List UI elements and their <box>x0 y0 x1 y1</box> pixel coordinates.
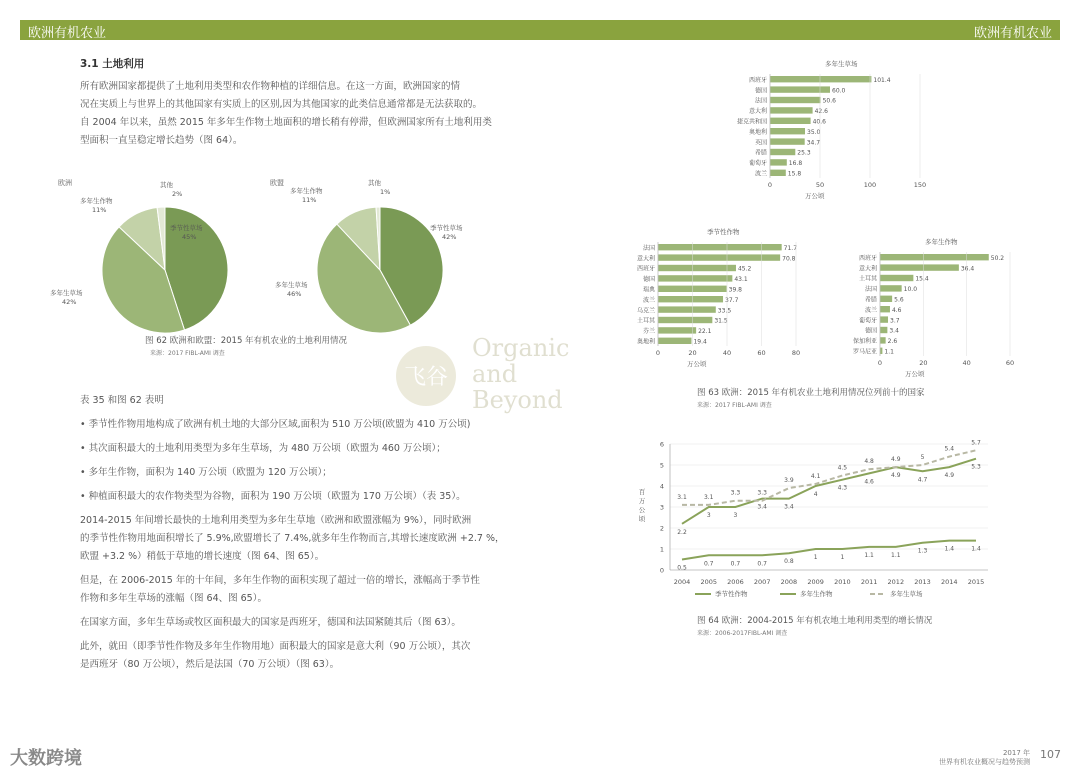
bar-category-label: 西班牙 <box>636 265 655 273</box>
fig63-source: 来源：2017 FIBL-AMI 调查 <box>697 402 772 409</box>
bar-tick-label: 60 <box>1005 359 1015 367</box>
pie-slice-pct: 42% <box>442 233 457 241</box>
bar-tick-label: 0 <box>767 181 773 189</box>
line-series <box>682 459 976 524</box>
bar-category-label: 奥地利 <box>748 128 767 136</box>
pie-slice-pct: 11% <box>92 206 107 214</box>
intro-line: 所有欧洲国家都提供了土地利用类型和农作物种植的详细信息。在这一方面，欧洲国家的情 <box>80 81 461 92</box>
line-data-label: 0.7 <box>703 560 714 568</box>
line-data-label: 1.4 <box>971 545 981 553</box>
bar <box>770 138 805 144</box>
header-right-title: 欧洲有机农业 <box>973 26 1052 41</box>
bar-value-label: 1.1 <box>884 348 894 356</box>
pie-slice-label: 季节性草场 <box>430 224 463 232</box>
bar-category-label: 土耳其 <box>858 275 877 283</box>
line-data-label: 5.4 <box>944 445 955 453</box>
bar <box>770 86 830 92</box>
bar-category-label: 德国 <box>642 276 655 284</box>
line-x-tick: 2007 <box>753 578 771 586</box>
bar <box>880 296 892 302</box>
bar-category-label: 法国 <box>754 97 767 105</box>
bar-category-label: 罗马尼亚 <box>852 348 877 356</box>
line-data-label: 2.2 <box>677 528 687 536</box>
bar-value-label: 70.8 <box>782 255 796 263</box>
bar-category-label: 德国 <box>754 87 767 95</box>
line-x-tick: 2009 <box>807 578 824 586</box>
bar <box>770 97 821 103</box>
line-data-label: 0.7 <box>757 560 767 568</box>
line-x-tick: 2004 <box>673 578 691 586</box>
line-data-label: 5.3 <box>971 463 981 471</box>
bar-tick-label: 0 <box>655 349 661 357</box>
line-data-label: 3.4 <box>757 503 767 511</box>
bar-category-label: 保加利亚 <box>852 338 877 346</box>
bar-category-label: 波兰 <box>754 170 767 178</box>
bar <box>658 275 732 281</box>
bar-category-label: 土耳其 <box>636 317 655 325</box>
bullet-item: • 种植面积最大的农作物类型为谷物，面积为 190 万公顷（欧盟为 170 万公顷）（表 35）。 <box>80 491 466 502</box>
line-data-label: 0.7 <box>730 560 741 568</box>
notes-title: 表 35 和图 62 表明 <box>80 395 164 406</box>
bar-tick-label: 20 <box>688 349 697 357</box>
bar-chart-title: 季节性作物 <box>707 228 740 236</box>
line-data-label: 4.9 <box>944 472 955 480</box>
pie-slice-label: 季节性草场 <box>170 224 203 232</box>
line-y-tick: 6 <box>659 440 664 449</box>
pie-title: 欧洲 <box>58 179 72 187</box>
header-left-title: 欧洲有机农业 <box>28 26 107 41</box>
line-data-label: 3 <box>733 512 738 519</box>
bar-value-label: 22.1 <box>698 328 712 336</box>
line-x-tick: 2006 <box>727 578 744 586</box>
pie-slice-label: 多年生作物 <box>80 197 113 205</box>
bar-category-label: 法国 <box>642 244 655 252</box>
bar-chart-title: 多年生作物 <box>925 238 958 246</box>
line-y-tick: 1 <box>659 545 664 554</box>
line-series <box>682 450 976 505</box>
line-data-label: 1.1 <box>864 551 874 559</box>
bar-value-label: 40.6 <box>812 118 826 126</box>
bar-category-label: 英国 <box>754 139 767 147</box>
bar-axis-label: 万公顷 <box>687 360 707 368</box>
brand-watermark: 大数跨境 <box>10 748 82 769</box>
bar <box>658 296 723 302</box>
bar <box>658 244 782 250</box>
bar-tick-label: 100 <box>863 181 877 189</box>
bar-tick-label: 20 <box>919 359 928 367</box>
line-data-label: 1.1 <box>891 551 901 559</box>
pie-slice-label: 多年生草场 <box>50 289 83 297</box>
line-data-label: 0.8 <box>784 558 794 566</box>
line-y-axis-label-char: 公 <box>638 506 646 514</box>
header-bar <box>20 20 1060 40</box>
line-y-tick: 0 <box>659 566 664 575</box>
bar-category-label: 葡萄牙 <box>748 160 767 168</box>
line-data-label: 4.9 <box>891 456 901 464</box>
line-data-label: 1.3 <box>917 547 928 555</box>
line-data-label: 3 <box>706 512 711 519</box>
bullet-item: • 季节性作物用地构成了欧洲有机土地的大部分区域,面积为 510 万公顷(欧盟为 410 万公顷) <box>80 419 471 430</box>
line-x-tick: 2012 <box>887 578 905 586</box>
bar-category-label: 瑞典 <box>642 286 655 294</box>
bar-category-label: 奥地利 <box>636 338 655 346</box>
bar-tick-label: 80 <box>791 349 801 357</box>
bar-category-label: 意大利 <box>858 265 877 273</box>
bar-value-label: 31.5 <box>714 317 728 325</box>
bar-value-label: 25.3 <box>797 149 811 157</box>
line-series <box>682 541 976 560</box>
bar-value-label: 16.8 <box>788 160 803 168</box>
legend-label: 多年生作物 <box>800 590 833 598</box>
bar-value-label: 2.6 <box>887 338 898 346</box>
bar <box>770 149 795 155</box>
bar <box>658 254 780 260</box>
bar-value-label: 60.0 <box>832 87 846 95</box>
bullet-item: • 多年生作物，面积为 140 万公顷（欧盟为 120 万公顷）； <box>80 467 332 478</box>
bar-chart-seasonal-crops <box>608 224 828 374</box>
fig64-caption: 图 64 欧洲：2004-2015 年有机农地土地利用类型的增长情况 <box>697 616 933 626</box>
bar <box>770 107 813 113</box>
bar-axis-label: 万公顷 <box>905 370 925 378</box>
pie-slice-pct: 42% <box>62 298 77 306</box>
line-data-label: 4.8 <box>864 458 874 466</box>
bar-value-label: 3.4 <box>889 327 899 335</box>
bar-value-label: 45.2 <box>737 265 752 273</box>
pie-slice-label: 其他 <box>160 181 173 189</box>
bar-category-label: 德国 <box>864 327 877 335</box>
bar <box>880 285 902 291</box>
bar-value-label: 37.7 <box>725 296 739 304</box>
line-x-tick: 2010 <box>834 578 851 586</box>
bar-value-label: 71.7 <box>783 244 798 252</box>
bar-value-label: 42.6 <box>814 108 828 116</box>
line-data-label: 4.9 <box>891 472 901 480</box>
bar-tick-label: 60 <box>757 349 766 357</box>
intro-line: 型面积一直呈稳定增长趋势（图 64）。 <box>80 135 243 146</box>
line-data-label: 3.4 <box>784 503 794 511</box>
fig62-source: 来源：2017 FIBL-AMI 调查 <box>150 350 225 357</box>
bar-value-label: 33.5 <box>717 307 732 315</box>
body-line: 欧盟 +3.2 %）稍低于草地的增长速度（图 64、图 65）。 <box>80 551 325 562</box>
bar-category-label: 西班牙 <box>748 76 767 84</box>
line-data-label: 4.6 <box>864 478 874 486</box>
line-data-label: 3.3 <box>730 489 741 497</box>
bar-value-label: 35.0 <box>807 128 821 136</box>
body-line: 此外，就田（即季节性作物及多年生作物用地）面积最大的国家是意大利（90 万公顷），其次 <box>80 641 471 652</box>
body-line: 2014-2015 年间增长最快的土地利用类型为多年生草地（欧洲和欧盟涨幅为 9%），同时欧洲 <box>80 515 472 526</box>
bar <box>658 265 736 271</box>
body-line: 但是，在 2006-2015 年的十年间，多年生作物的面积实现了超过一倍的增长，涨幅高于季节性 <box>80 575 480 586</box>
pie-slice-pct: 11% <box>302 196 317 204</box>
bar <box>770 170 786 176</box>
line-y-tick: 3 <box>659 503 664 512</box>
bar-category-label: 希腊 <box>864 296 877 304</box>
bar-category-label: 芬兰 <box>642 328 655 336</box>
bar-value-label: 10.0 <box>903 286 918 294</box>
bar-value-label: 19.4 <box>693 338 707 346</box>
watermark-line2: and <box>472 360 518 388</box>
fig62-caption: 图 62 欧洲和欧盟：2015 年有机农业的土地利用情况 <box>145 336 348 346</box>
bar-category-label: 波兰 <box>864 306 877 314</box>
bar-tick-label: 40 <box>962 359 971 367</box>
bar-value-label: 3.7 <box>890 317 900 325</box>
intro-line: 况在実质上与世界上的其他国家有实质上的区别,因为其他国家的此类信息通常都是无法获取的。 <box>80 99 483 110</box>
bar-category-label: 意大利 <box>748 108 767 116</box>
bar-value-label: 34.7 <box>806 139 821 147</box>
watermark-line1: Organic <box>472 334 570 362</box>
line-data-label: 5.7 <box>971 439 981 447</box>
line-data-label: 4.3 <box>837 484 848 492</box>
bar-value-label: 43.1 <box>734 276 748 284</box>
line-data-label: 1 <box>840 554 845 561</box>
bar-value-label: 50.6 <box>822 97 836 105</box>
bar <box>770 118 811 124</box>
watermark-line3: Beyond <box>472 386 563 414</box>
bar <box>770 76 871 82</box>
legend-label: 多年生草场 <box>890 590 923 598</box>
line-data-label: 4 <box>813 491 818 498</box>
line-x-tick: 2014 <box>940 578 958 586</box>
line-y-axis-label-char: 万 <box>638 497 646 505</box>
bar-tick-label: 40 <box>722 349 732 357</box>
line-x-tick: 2005 <box>700 578 718 586</box>
bar <box>880 316 888 322</box>
footer-book-title: 世界有机农业概况与趋势预测 <box>939 758 1030 766</box>
line-data-label: 3.1 <box>677 493 687 501</box>
body-line: 在国家方面，多年生草场或牧区面积最大的国家是西班牙，德国和法国紧随其后（图 63）。 <box>80 617 461 628</box>
body-line: 作物和多年生草场的涨幅（图 64、图 65）。 <box>80 593 267 604</box>
bar <box>658 306 716 312</box>
bar-category-label: 葡萄牙 <box>858 317 877 325</box>
seal-logo <box>392 336 462 416</box>
bar-category-label: 法国 <box>864 286 877 294</box>
bar <box>880 337 886 343</box>
bar-value-label: 50.2 <box>990 254 1005 262</box>
section-title: 3.1 土地利用 <box>80 58 145 70</box>
bar <box>658 338 691 344</box>
bar-tick-label: 50 <box>815 181 825 189</box>
bar-tick-label: 0 <box>877 359 883 367</box>
body-line: 的季节性作物用地面积增长了 5.9%,欧盟增长了 7.4%,就多年生作物而言,其增长速度欧洲 +2.7 %， <box>80 533 505 544</box>
bar <box>880 348 882 354</box>
line-data-label: 4.5 <box>837 464 848 472</box>
bar-value-label: 36.4 <box>960 265 975 273</box>
pie-slice-pct: 45% <box>182 233 197 241</box>
body-line: 是西班牙（80 万公顷），然后是法国（70 万公顷）（图 63）。 <box>80 659 340 670</box>
line-y-tick: 5 <box>659 461 664 470</box>
bar-value-label: 5.6 <box>894 296 904 304</box>
bar-chart-title: 多年生草场 <box>825 60 858 68</box>
bar <box>880 264 959 270</box>
pie-slice-label: 多年生作物 <box>290 187 323 195</box>
bar <box>770 128 805 134</box>
bar-category-label: 波兰 <box>642 296 655 304</box>
pie-slice-pct: 2% <box>172 190 183 198</box>
bar-chart-perennial-crops <box>830 234 1050 384</box>
line-data-label: 4.1 <box>810 472 821 480</box>
seal-text: 飞谷 <box>403 365 449 390</box>
line-x-tick: 2013 <box>914 578 931 586</box>
line-x-tick: 2008 <box>780 578 798 586</box>
line-y-tick: 2 <box>659 524 664 533</box>
fig63-caption: 图 63 欧洲：2015 年有机农业土地利用情况位列前十的国家 <box>697 388 925 398</box>
bar <box>880 306 890 312</box>
page-number: 107 <box>1040 748 1061 761</box>
bar-category-label: 意大利 <box>636 255 655 263</box>
line-data-label: 3.9 <box>784 477 794 485</box>
pie-charts <box>50 175 490 345</box>
line-y-axis-label-char: 顷 <box>638 515 646 523</box>
bar-tick-label: 150 <box>913 181 927 189</box>
bar-category-label: 西班牙 <box>858 254 877 262</box>
fig64-source: 来源：2006-2017FIBL-AMI 调查 <box>697 630 788 637</box>
line-y-axis-label-char: 百 <box>638 488 646 496</box>
line-x-tick: 2015 <box>967 578 985 586</box>
bar-value-label: 15.8 <box>787 170 802 178</box>
bar <box>770 159 787 165</box>
bar-value-label: 39.8 <box>728 286 743 294</box>
pie-title: 欧盟 <box>270 179 284 187</box>
line-data-label: 5 <box>920 454 925 461</box>
pie-slice-pct: 46% <box>287 290 302 298</box>
intro-line: 自 2004 年以来，虽然 2015 年多年生作物土地面积的增长稍有停滞，但欧洲国家所有土地利用类 <box>80 117 492 128</box>
footer-year: 2017 年 <box>1002 749 1030 757</box>
line-data-label: 4.7 <box>917 476 928 484</box>
bar-axis-label: 万公顷 <box>805 192 825 200</box>
line-y-tick: 4 <box>659 482 664 491</box>
bar-value-label: 101.4 <box>873 76 891 84</box>
pie-slice-label: 多年生草场 <box>275 281 308 289</box>
bar <box>880 254 989 260</box>
bar <box>658 327 696 333</box>
line-data-label: 3.1 <box>703 493 714 501</box>
bar-chart-perennial-grassland <box>720 56 950 206</box>
line-chart-growth <box>630 432 1010 612</box>
organic-and-beyond-watermark <box>392 330 592 420</box>
legend-label: 季节性作物 <box>715 590 748 598</box>
bar-category-label: 希腊 <box>754 149 767 157</box>
line-x-tick: 2011 <box>860 578 878 586</box>
bar-value-label: 4.6 <box>891 306 902 314</box>
pie-slice-label: 其他 <box>368 179 381 187</box>
bar-category-label: 乌克兰 <box>636 307 655 315</box>
bullet-item: • 其次面积最大的土地利用类型为多年生草场，为 480 万公顷（欧盟为 460 万公顷）； <box>80 443 446 454</box>
line-data-label: 0.5 <box>677 564 687 572</box>
line-data-label: 1.4 <box>944 545 955 553</box>
bar <box>880 275 913 281</box>
bar <box>658 317 712 323</box>
bar-value-label: 15.4 <box>915 275 929 283</box>
line-data-label: 3.3 <box>757 489 767 497</box>
bar-category-label: 捷克共和国 <box>736 118 767 126</box>
line-data-label: 1 <box>813 554 818 561</box>
pie-slice-pct: 1% <box>380 188 391 196</box>
bar <box>880 327 887 333</box>
